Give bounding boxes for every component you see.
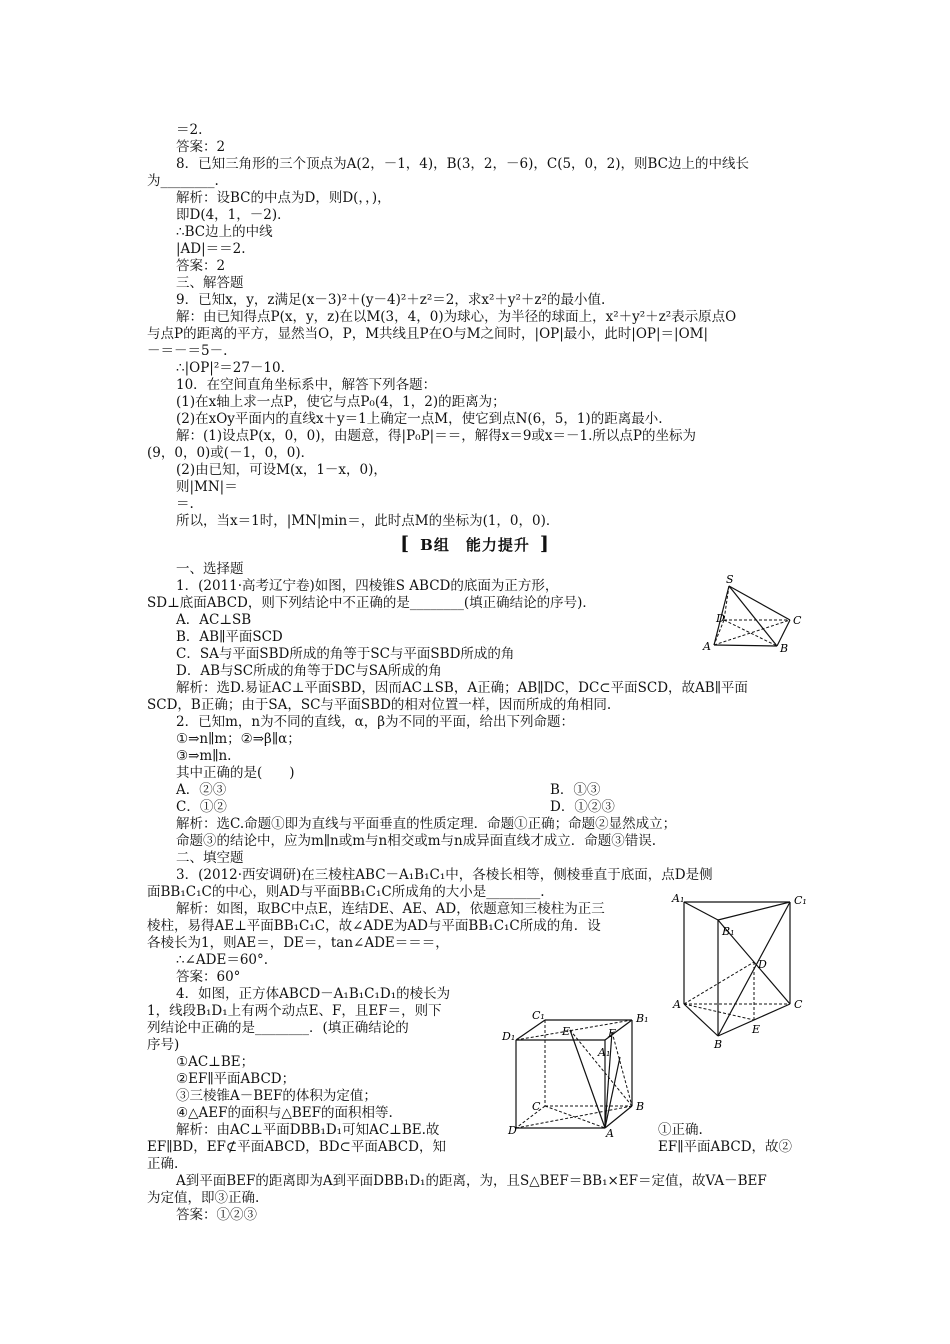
text-line: C．SA与平面SBD所成的角等于SC与平面SBD所成的角	[176, 646, 515, 662]
text-line: (1)在x轴上求一点P，使它与点P₀(4，1，2)的距离为；	[176, 394, 506, 410]
label-b1: B₁	[722, 925, 735, 938]
option-a: A．②③	[176, 782, 227, 798]
label-b1: B₁	[636, 1012, 649, 1025]
text-line: ∴∠ADE＝60°.	[176, 952, 269, 968]
label-d: D	[508, 1124, 517, 1137]
label-a: A	[703, 640, 711, 653]
text-line: (2)在xOy平面内的直线x＋y＝1上确定一点M，使它到点N(6，5，1)的距离最小.	[176, 411, 663, 427]
text-line: 1．(2011·高考辽宁卷)如图，四棱锥S ABCD的底面为正方形，	[176, 578, 559, 594]
group-b-banner	[370, 534, 580, 554]
label-d: D	[716, 612, 725, 625]
label-b: B	[780, 642, 789, 654]
text-line: A到平面BEF的距离即为A到平面DBB₁D₁的距离，为，且S△BEF＝BB₁×EF＝定值，故VA－BEF	[176, 1173, 767, 1189]
text-line: －＝－＝5－.	[147, 343, 228, 359]
cube-figure	[500, 1010, 658, 1138]
text-line: ①⇒n∥m；②⇒β∥α；	[176, 731, 301, 747]
option-d: D．①②③	[550, 799, 615, 815]
section-heading: 一、选择题	[176, 561, 244, 577]
section-heading: 三、解答题	[176, 275, 244, 291]
label-c1: C₁	[794, 894, 807, 907]
prism-figure	[670, 890, 810, 1050]
text-line: 4．如图，正方体ABCD－A₁B₁C₁D₁的棱长为	[176, 986, 451, 1002]
text-line: (9，0，0)或(－1，0，0)．	[147, 445, 315, 461]
banner-title: B组 能力提升	[420, 535, 530, 554]
text-line: ①正确.	[658, 1122, 703, 1138]
text-line: 则|MN|＝	[176, 479, 238, 495]
text-line: ＝.	[176, 496, 194, 512]
pyramid-figure	[698, 572, 810, 654]
text-line: 其中正确的是( )	[176, 765, 295, 781]
text-line: 9．已知x，y，z满足(x－3)²＋(y－4)²＋z²＝2，求x²＋y²＋z²的最小值.	[176, 292, 606, 308]
text-line: 答案：2	[176, 258, 226, 274]
label-e: E	[562, 1025, 571, 1038]
text-line: 1，线段B₁D₁上有两个动点E、F，且EF＝，则下	[147, 1003, 442, 1019]
text-line: 答案：60°	[176, 969, 241, 985]
option-c: C．①②	[176, 799, 227, 815]
text-line: ③三棱锥A－BEF的体积为定值；	[176, 1088, 377, 1104]
text-line: 8．已知三角形的三个顶点为A(2，－1，4)，B(3，2，－6)，C(5，0，2)，则BC边上的中线长	[176, 156, 749, 172]
option-b: B．①③	[550, 782, 601, 798]
text-line: 解析：选C.命题①即为直线与平面垂直的性质定理．命题①正确；命题②显然成立；	[176, 816, 677, 832]
text-line: 与点P的距离的平方，显然当O，P，M共线且P在O与M之间时，|OP|最小，此时|OP|＝|OM|	[147, 326, 709, 342]
label-c: C	[532, 1100, 541, 1113]
text-line: EF∥平面ABCD，故②	[658, 1139, 793, 1155]
text-line: D．AB与SC所成的角等于DC与SA所成的角	[176, 663, 442, 679]
text-line: 3．(2012·西安调研)在三棱柱ABC－A₁B₁C₁中，各棱长相等，侧棱垂直于底面，点D是侧	[176, 867, 713, 883]
text-line: ∴BC边上的中线	[176, 224, 273, 240]
label-d1: D₁	[502, 1030, 516, 1043]
text-line: 解：(1)设点P(x，0，0)，由题意，得|P₀P|＝＝，解得x＝9或x＝－1.所以点P的坐标为	[176, 428, 696, 444]
text-line: 正确.	[147, 1156, 179, 1172]
text-line: 2．已知m，n为不同的直线，α，β为不同的平面，给出下列命题：	[176, 714, 575, 730]
text-line: 答案：2	[176, 139, 226, 155]
label-a1: A₁	[598, 1046, 611, 1059]
text-line: 面BB₁C₁C的中心，则AD与平面BB₁C₁C所成角的大小是________.	[147, 884, 545, 900]
label-d: D	[758, 958, 767, 971]
text-line: 解析：由AC⊥平面DBB₁D₁可知AC⊥BE.故	[176, 1122, 440, 1138]
label-f: F	[608, 1027, 616, 1040]
label-c: C	[794, 998, 803, 1011]
text-line: |AD|＝＝2.	[176, 241, 246, 257]
text-line: 解析：如图，取BC中点E，连结DE、AE、AD，依题意知三棱柱为正三	[176, 901, 605, 917]
text-line: 列结论中正确的是________．(填正确结论的	[147, 1020, 409, 1036]
text-line: ③⇒m∥n.	[176, 748, 232, 764]
text-line: ④△AEF的面积与△BEF的面积相等.	[176, 1105, 393, 1121]
label-a: A	[673, 998, 681, 1011]
text-line: A．AC⊥SB	[176, 612, 252, 628]
banner-left-bracket: [	[400, 533, 411, 555]
text-line: 即D(4，1，－2)．	[176, 207, 291, 223]
text-line: 解：由已知得点P(x，y，z)在以M(3，4，0)为球心，为半径的球面上，x²＋y²＋z²表示原点O	[176, 309, 737, 325]
banner-right-bracket: ]	[539, 533, 550, 555]
text-line: 10．在空间直角坐标系中，解答下列各题：	[176, 377, 437, 393]
text-line: EF∥BD，EF⊄平面ABCD，BD⊂平面ABCD，知	[147, 1139, 446, 1155]
label-c: C	[793, 614, 802, 627]
label-b: B	[714, 1038, 723, 1050]
text-line: 序号)	[147, 1037, 180, 1053]
text-line: 为________.	[147, 173, 219, 189]
label-c1: C₁	[532, 1010, 545, 1022]
section-heading: 二、填空题	[176, 850, 244, 866]
text-line: 为定值，即③正确.	[147, 1190, 260, 1206]
text-line: ＝2.	[176, 122, 203, 138]
text-line: SD⊥底面ABCD，则下列结论中不正确的是________(填正确结论的序号)．	[147, 595, 596, 611]
text-line: ∴|OP|²＝27－10.	[176, 360, 285, 376]
text-line: B．AB∥平面SCD	[176, 629, 283, 645]
label-a1: A₁	[672, 892, 685, 905]
text-line: 各棱长为1，则AE＝，DE＝，tan∠ADE＝＝＝，	[147, 935, 449, 951]
label-b: B	[636, 1100, 645, 1113]
label-a: A	[606, 1127, 614, 1138]
text-line: SCD，B正确；由于SA，SC与平面SBD的相对位置一样，因而所成的角相同.	[147, 697, 612, 713]
text-line: 解析：设BC的中点为D，则D(，，)，	[176, 190, 391, 206]
text-line: 命题③的结论中，应为m∥n或m与n相交或m与n成异面直线才成立．命题③错误.	[176, 833, 657, 849]
text-line: 解析：选D.易证AC⊥平面SBD，因而AC⊥SB，A正确；AB∥DC，DC⊂平面SCD，故AB∥平面	[176, 680, 748, 696]
label-e: E	[752, 1023, 761, 1036]
label-s: S	[726, 573, 734, 586]
text-line: ②EF∥平面ABCD；	[176, 1071, 296, 1087]
text-line: (2)由已知，可设M(x，1－x，0)，	[176, 462, 387, 478]
text-line: ①AC⊥BE；	[176, 1054, 255, 1070]
text-line: 棱柱，易得AE⊥平面BB₁C₁C，故∠ADE为AD与平面BB₁C₁C所成的角．设	[147, 918, 601, 934]
text-line: 所以，当x＝1时，|MN|min＝，此时点M的坐标为(1，0，0)．	[176, 513, 560, 529]
text-line: 答案：①②③	[176, 1207, 257, 1223]
